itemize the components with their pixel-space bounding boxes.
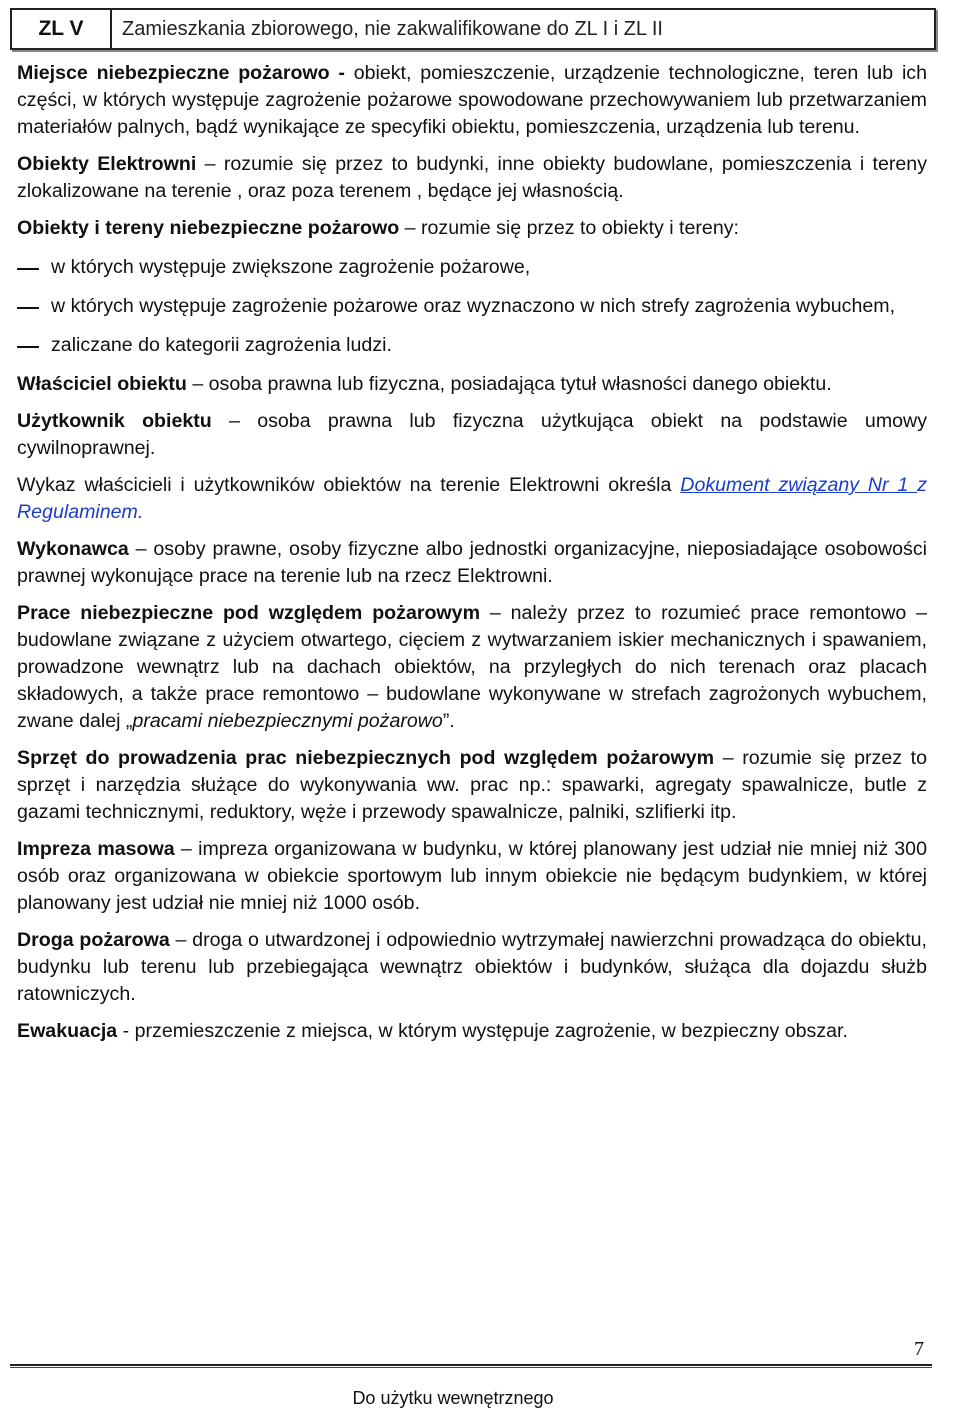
footer-divider-thin: [10, 1367, 932, 1368]
page-number: 7: [914, 1338, 924, 1360]
definition-contractor: [17, 536, 927, 590]
term: Wykonawca: [17, 538, 129, 560]
definition-hot-work-equipment: [17, 745, 927, 826]
list-item: w których występuje zwiększone zagrożenie pożarowe,: [51, 256, 531, 278]
definition-text: – rozumie się przez to budynki, inne obiekty budowlane, pomieszczenia i tereny zlokalizowane na terenie , oraz poza terenem , będące jej własnością.: [17, 153, 927, 202]
definition-plant-objects: [17, 151, 927, 205]
definition-mass-event: [17, 836, 927, 917]
definitions-body: [17, 60, 927, 1055]
definition-hazard-objects: [17, 215, 927, 242]
term: Droga pożarowa: [17, 929, 170, 951]
definition-text: – droga o utwardzonej i odpowiednio wytrzymałej nawierzchni prowadząca do obiektu, budynku lub terenu lub przebiegająca wewnątrz obiektów i budynków, służąca dla dojazdu służb ratowniczych.: [17, 929, 927, 1005]
definition-hazard-place: [17, 60, 927, 141]
definition-text: – impreza organizowana w budynku, w której planowany jest udział nie mniej niż 300 osób oraz organizowana w obiekcie sportowym lub innym obiekcie nie będącym budynkiem, w której planowany jest udział nie mniej niż 1000 osób.: [17, 838, 927, 914]
footer-divider: [10, 1364, 932, 1366]
definition-text: - przemieszczenie z miejsca, w którym występuje zagrożenie, w bezpieczny obszar.: [117, 1020, 848, 1042]
definition-text: – osoba prawna lub fizyczna użytkująca obiekt na podstawie umowy cywilnoprawnej.: [17, 410, 927, 459]
list-item: w których występuje zagrożenie pożarowe oraz wyznaczono w nich strefy zagrożenia wybuchem,: [51, 295, 896, 317]
term: Impreza masowa: [17, 838, 175, 860]
term: Prace niebezpieczne pod względem pożarowym: [17, 602, 480, 624]
term: Sprzęt do prowadzenia prac niebezpiecznych pod względem pożarowym: [17, 747, 715, 769]
zone-header-table: [10, 8, 936, 50]
definition-user: [17, 408, 927, 462]
owners-list-reference: Wykaz właścicieli i użytkowników obiektów na terenie Elektrowni określa Dokument związany Nr 1 z Regulaminem.: [17, 474, 928, 523]
definition-text: – osoba prawna lub fizyczna, posiadająca tytuł własności danego obiektu.: [186, 373, 832, 395]
term: Ewakuacja: [17, 1020, 118, 1042]
definition-hot-work: Prace niebezpieczne pod względem pożarowym – należy przez to rozumieć prace remontowo – budowlane związane z użyciem otwartego, cięciem z wytwarzaniem iskier mechanicznych i spawaniem, prowadzone wewnątrz lub na dachach obiektów, na przyległych do nich terenach oraz placach składowych, a także prace remontowo – budowlane wykonywane w strefach zagrożonych wybuchem, zwane dalej „pracami niebezpiecznymi pożarowo”.: [17, 602, 927, 732]
zone-code: ZL V: [12, 10, 112, 48]
zone-description: Zamieszkania zbiorowego, nie zakwalifikowane do ZL I i ZL II: [122, 17, 663, 40]
definition-text: – należy przez to rozumieć prace remontowo – budowlane związane z użyciem otwartego, cięciem z wytwarzaniem iskier mechanicznych i spawaniem, prowadzone wewnątrz lub na dachach obiektów, na przyległych do nich terenach oraz placach składowych, a także prace remontowo – budowlane wykonywane w strefach zagrożonych wybuchem, zwane dalej „: [17, 602, 927, 732]
term: Obiekty i tereny niebezpieczne pożarowo: [17, 217, 400, 239]
hazard-objects-list: [17, 254, 927, 359]
definition-text: – rozumie się przez to sprzęt i narzędzia służące do wykonywania ww. prac np.: spawarki, agregaty spawalnicze, butle z gazami technicznymi, reduktory, węże i przewody spawalnicze, palniki, szlifierki itp.: [17, 747, 927, 823]
term: Miejsce niebezpieczne pożarowo -: [17, 62, 345, 84]
term: Obiekty Elektrowni: [17, 153, 197, 175]
related-document-link[interactable]: Dokument związany Nr 1: [680, 474, 918, 496]
definition-evacuation: [17, 1018, 927, 1045]
definition-text: – osoby prawne, osoby fizyczne albo jednostki organizacyjne, nieposiadające osobowości prawnej wykonujące prace na terenie lub na rzecz Elektrowni.: [17, 538, 927, 587]
definition-owner: [17, 371, 927, 398]
term: Użytkownik obiektu: [17, 410, 212, 432]
definition-text: – rozumie się przez to obiekty i tereny:: [399, 217, 739, 239]
definition-text: obiekt, pomieszczenie, urządzenie technologiczne, teren lub ich części, w których występuje zagrożenie pożarowe spowodowane przechowywaniem lub przetwarzaniem materiałów palnych, bądź wynikające ze specyfiki obiektu, pomieszczenia, urządzenia lub terenu.: [17, 62, 928, 138]
list-item: zaliczane do kategorii zagrożenia ludzi.: [51, 334, 392, 356]
term: Właściciel obiektu: [17, 373, 187, 395]
footer-note: Do użytku wewnętrznego: [352, 1388, 554, 1408]
definition-fire-road: [17, 927, 927, 1008]
